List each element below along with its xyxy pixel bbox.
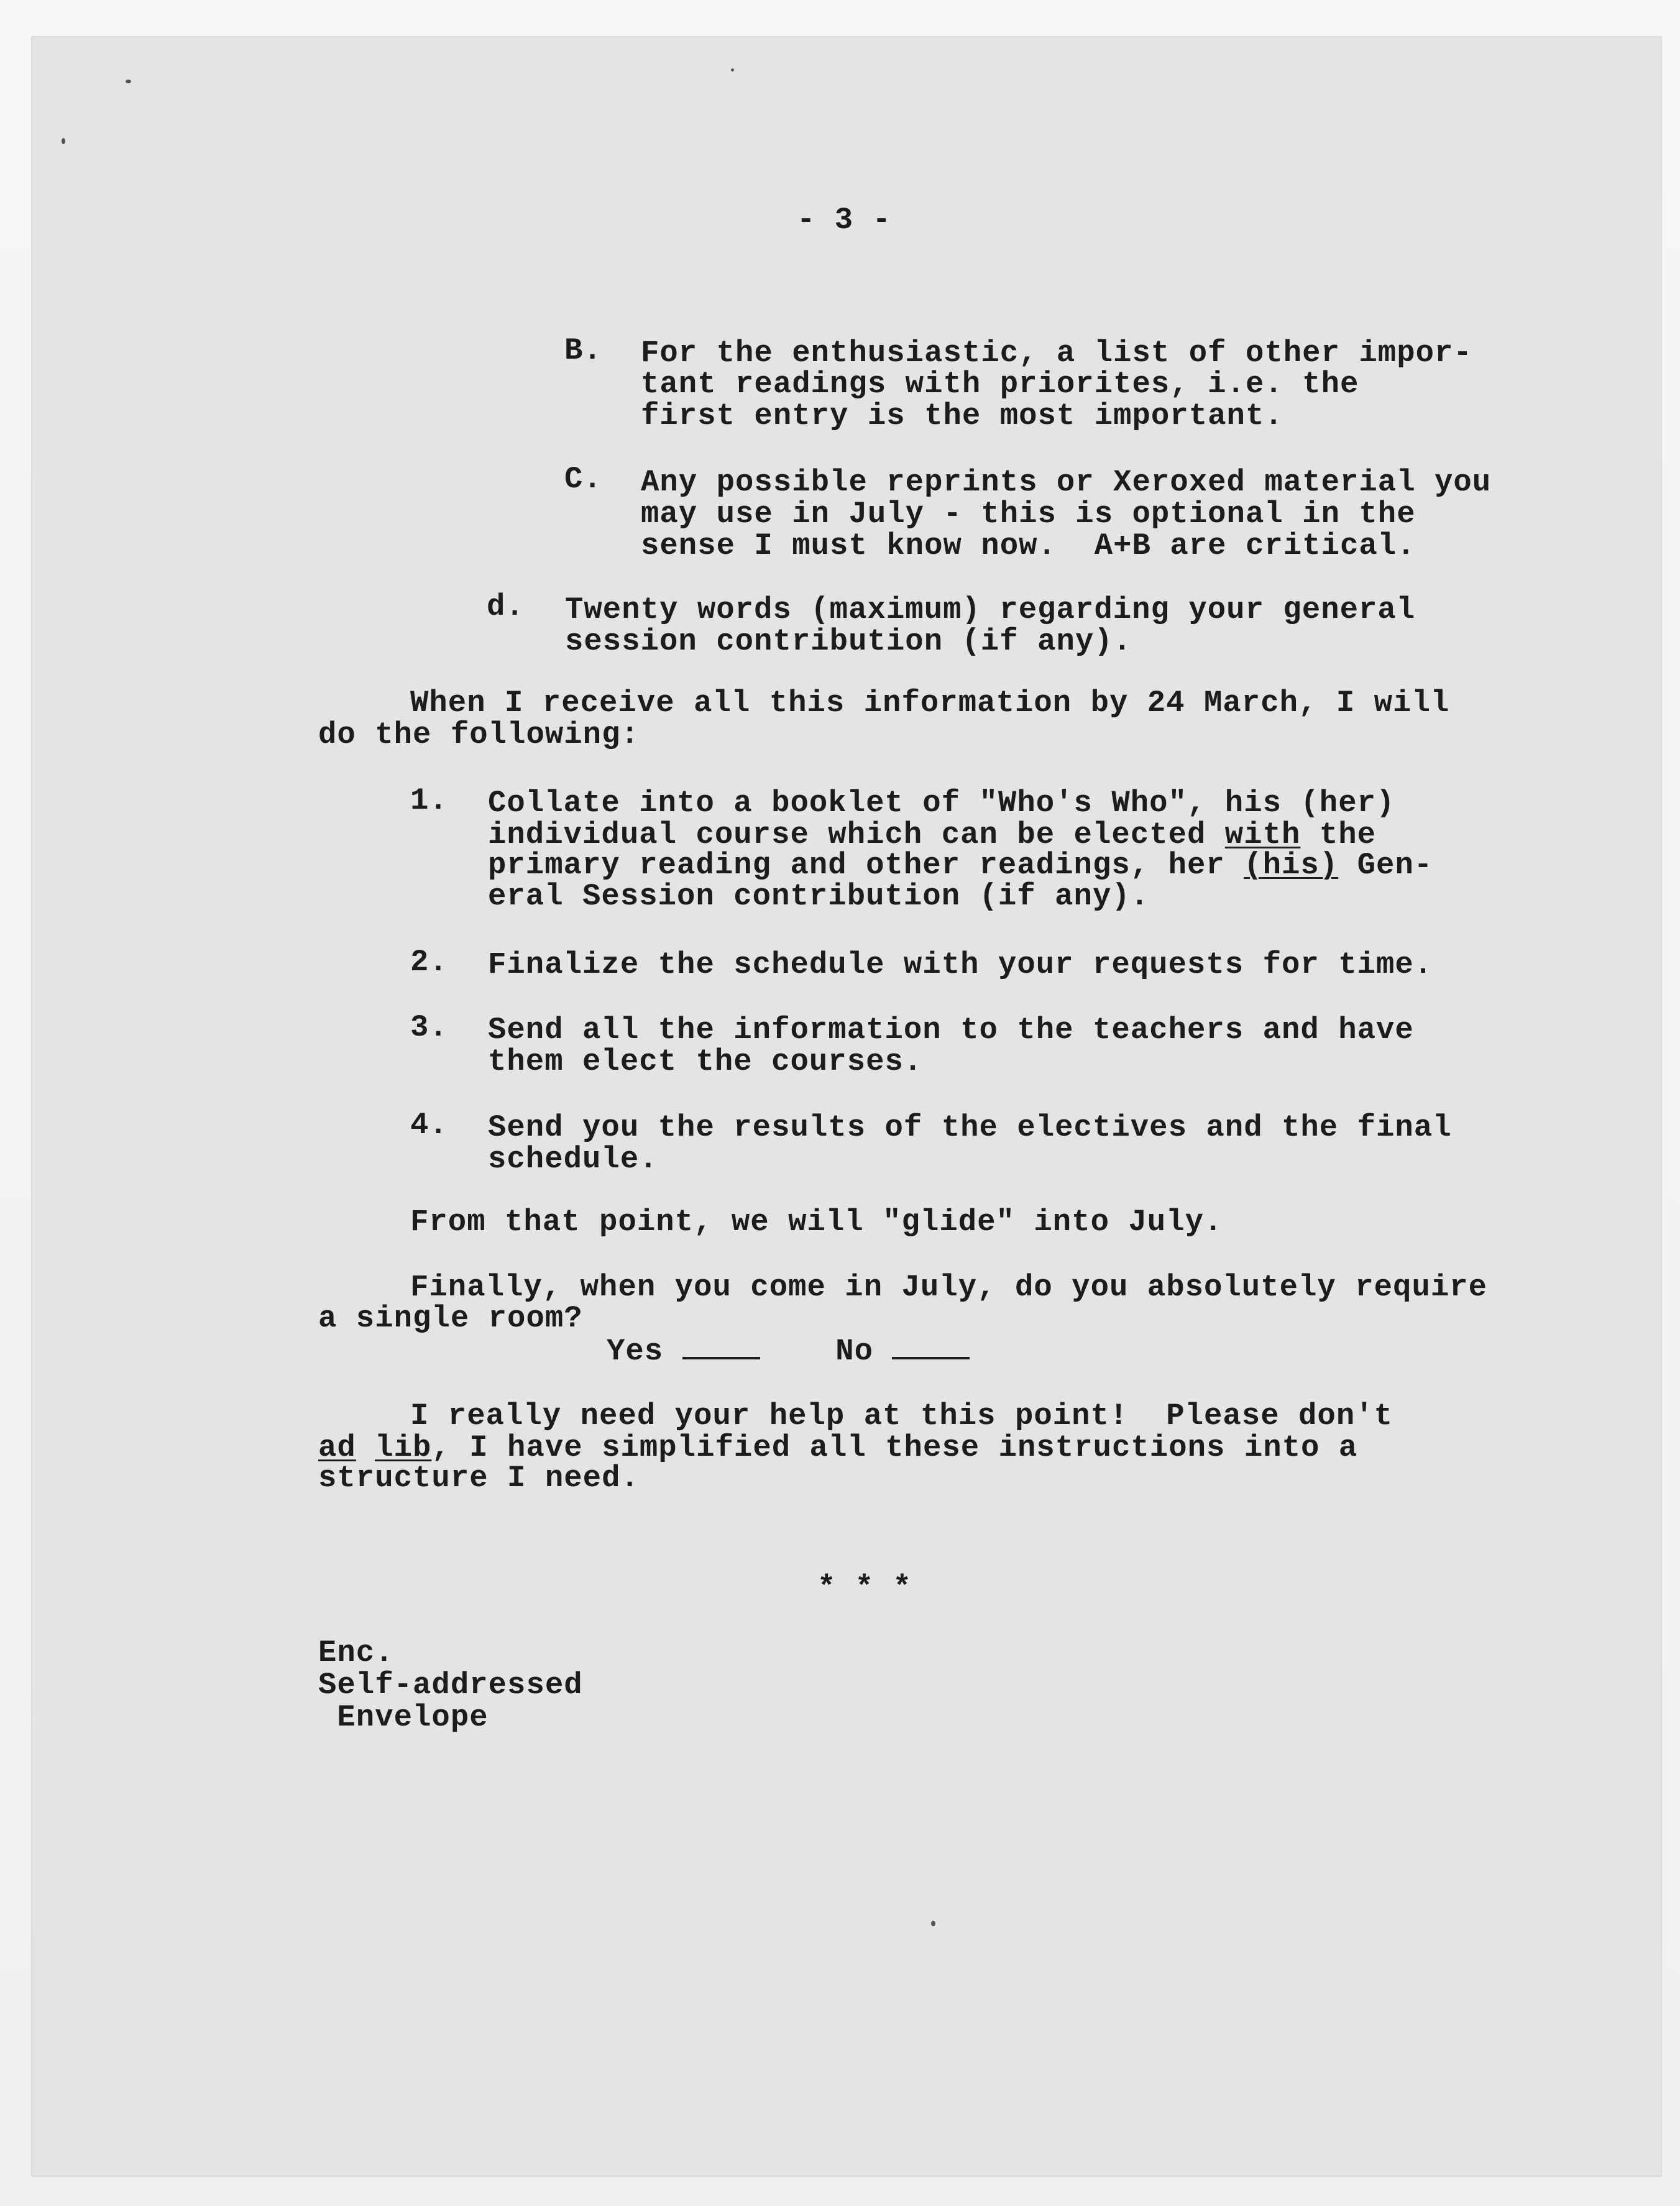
numbered-item-3-marker: 3. (410, 1010, 448, 1045)
closing-paragraph-line-2 (318, 1432, 1357, 1464)
underlined-lib: lib (375, 1430, 432, 1465)
numbered-item-2-line-1: Finalize the schedule with your requests for time. (488, 947, 1433, 982)
enclosure-line-2: Self-addressed (318, 1668, 583, 1703)
item-d-marker: d. (487, 589, 525, 624)
numbered-item-1-line-1: Collate into a booklet of "Who's Who", his (her) (488, 786, 1395, 820)
item-b-line-2: tant readings with priorites, i.e. the (641, 367, 1359, 402)
item-c-marker: C. (564, 462, 602, 497)
numbered-item-4-line-1: Send you the results of the electives and the final (488, 1110, 1452, 1145)
closing-paragraph-line-1: I really need your help at this point! Please don't (410, 1399, 1393, 1433)
intro-paragraph-line-2: do the following: (318, 717, 640, 752)
section-separator: * * * (817, 1570, 912, 1605)
numbered-item-4-marker: 4. (410, 1108, 448, 1142)
numbered-item-1-line-2-start: individual course which can be elected (488, 817, 1225, 852)
numbered-item-1-line-3-start: primary reading and other readings, her (488, 848, 1244, 883)
no-label: No (835, 1334, 874, 1369)
numbered-item-1-line-3-end: Gen- (1338, 848, 1433, 883)
underlined-with: with (1224, 817, 1301, 852)
scan-speck (126, 80, 131, 83)
numbered-item-1-marker: 1. (410, 783, 448, 818)
underlined-ad: ad (318, 1430, 356, 1465)
closing-paragraph-line-3: structure I need. (318, 1461, 640, 1496)
enclosure-line-1: Enc. (318, 1635, 394, 1670)
item-b-line-1: For the enthusiastic, a list of other impor- (641, 336, 1472, 370)
item-d-line-1: Twenty words (maximum) regarding your general (565, 592, 1416, 627)
enclosure-line-3: Envelope (318, 1700, 489, 1735)
numbered-item-1-line-2-end: the (1300, 817, 1377, 852)
numbered-item-3-line-1: Send all the information to the teachers and have (488, 1013, 1414, 1047)
document-page (32, 37, 1661, 2176)
item-b-marker: B. (564, 333, 602, 368)
closing-paragraph-line-2-rest: , I have simplified all these instructions into a (431, 1430, 1358, 1465)
room-answer-options (607, 1335, 970, 1367)
numbered-item-4-line-2: schedule. (488, 1142, 658, 1177)
space (356, 1430, 375, 1465)
item-c-line-3: sense I must know now. A+B are critical. (641, 528, 1416, 563)
room-question-line-1: Finally, when you come in July, do you absolutely require (410, 1270, 1488, 1305)
underlined-his: (his) (1244, 848, 1339, 883)
scan-speck (731, 68, 734, 71)
yes-label: Yes (607, 1334, 664, 1369)
intro-paragraph-line-1: When I receive all this information by 24 March, I will (410, 686, 1450, 720)
item-c-line-1: Any possible reprints or Xeroxed material you (641, 465, 1492, 500)
item-c-line-2: may use in July - this is optional in the (641, 497, 1416, 531)
numbered-item-3-line-2: them elect the courses. (488, 1044, 923, 1079)
scan-speck (62, 138, 65, 144)
numbered-item-2-marker: 2. (410, 945, 448, 980)
room-question-line-2: a single room? (318, 1301, 583, 1336)
glide-paragraph: From that point, we will "glide" into July. (410, 1205, 1223, 1239)
item-b-line-3: first entry is the most important. (641, 398, 1283, 433)
numbered-item-1-line-3 (488, 849, 1433, 881)
numbered-item-1-line-2 (488, 819, 1376, 851)
numbered-item-1-line-4: eral Session contribution (if any). (488, 879, 1150, 914)
yes-blank[interactable] (682, 1337, 760, 1359)
no-blank[interactable] (892, 1337, 970, 1359)
item-d-line-2: session contribution (if any). (565, 624, 1132, 659)
scan-speck (931, 1921, 935, 1926)
page-number: - 3 - (797, 203, 892, 237)
